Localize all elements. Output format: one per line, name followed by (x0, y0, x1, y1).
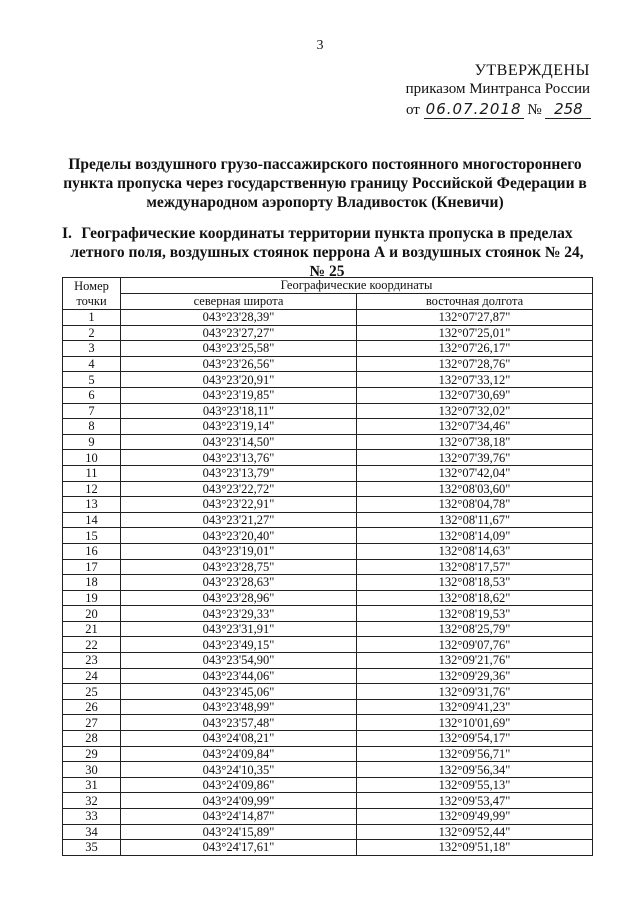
longitude-cell: 132°08'19,53" (357, 606, 593, 622)
table-row (63, 621, 593, 637)
point-number-cell: 17 (63, 559, 121, 575)
point-number-cell: 26 (63, 699, 121, 715)
longitude-cell: 132°09'56,71" (357, 746, 593, 762)
point-number-cell: 23 (63, 653, 121, 669)
latitude-cell: 043°23'28,96" (121, 590, 357, 606)
longitude-cell: 132°07'26,17" (357, 341, 593, 357)
longitude-cell: 132°09'31,76" (357, 684, 593, 700)
header-point-number: Номер точки (63, 278, 121, 310)
point-number-cell: 13 (63, 497, 121, 513)
table-row (63, 403, 593, 419)
longitude-cell: 132°09'55,13" (357, 777, 593, 793)
longitude-cell: 132°07'42,04" (357, 465, 593, 481)
latitude-cell: 043°23'29,33" (121, 606, 357, 622)
longitude-cell: 132°08'04,78" (357, 497, 593, 513)
point-number-cell: 35 (63, 840, 121, 856)
latitude-cell: 043°23'20,40" (121, 528, 357, 544)
latitude-cell: 043°23'13,79" (121, 465, 357, 481)
latitude-cell: 043°23'54,90" (121, 653, 357, 669)
approval-title: УТВЕРЖДЕНЫ (474, 62, 590, 79)
latitude-cell: 043°24'17,61" (121, 840, 357, 856)
longitude-cell: 132°09'53,47" (357, 793, 593, 809)
table-row (63, 310, 593, 326)
approval-stamp (400, 62, 590, 119)
longitude-cell: 132°07'33,12" (357, 372, 593, 388)
table-row (63, 684, 593, 700)
point-number-cell: 9 (63, 434, 121, 450)
point-number-cell: 34 (63, 824, 121, 840)
longitude-cell: 132°09'52,44" (357, 824, 593, 840)
table-row (63, 325, 593, 341)
table-row (63, 481, 593, 497)
latitude-cell: 043°23'48,99" (121, 699, 357, 715)
point-number-cell: 12 (63, 481, 121, 497)
table-row (63, 465, 593, 481)
table-row (63, 715, 593, 731)
point-number-cell: 4 (63, 356, 121, 372)
table-row (63, 824, 593, 840)
longitude-cell: 132°08'14,09" (357, 528, 593, 544)
latitude-cell: 043°24'10,35" (121, 762, 357, 778)
longitude-cell: 132°10'01,69" (357, 715, 593, 731)
latitude-cell: 043°24'09,86" (121, 777, 357, 793)
longitude-cell: 132°08'18,62" (357, 590, 593, 606)
longitude-cell: 132°07'25,01" (357, 325, 593, 341)
approval-number: 258 (545, 100, 591, 119)
point-number-cell: 5 (63, 372, 121, 388)
longitude-cell: 132°08'14,63" (357, 543, 593, 559)
point-number-cell: 8 (63, 419, 121, 435)
longitude-cell: 132°08'17,57" (357, 559, 593, 575)
table-row (63, 637, 593, 653)
longitude-cell: 132°08'03,60" (357, 481, 593, 497)
point-number-cell: 7 (63, 403, 121, 419)
point-number-cell: 20 (63, 606, 121, 622)
point-number-cell: 21 (63, 621, 121, 637)
table-row (63, 528, 593, 544)
latitude-cell: 043°23'13,76" (121, 450, 357, 466)
table-row (63, 590, 593, 606)
longitude-cell: 132°09'41,23" (357, 699, 593, 715)
point-number-cell: 24 (63, 668, 121, 684)
longitude-cell: 132°09'07,76" (357, 637, 593, 653)
table-header-row (63, 278, 593, 294)
point-number-cell: 15 (63, 528, 121, 544)
point-number-cell: 16 (63, 543, 121, 559)
table-row (63, 356, 593, 372)
table-row (63, 387, 593, 403)
point-number-cell: 18 (63, 575, 121, 591)
longitude-cell: 132°09'51,18" (357, 840, 593, 856)
latitude-cell: 043°24'15,89" (121, 824, 357, 840)
table-row (63, 575, 593, 591)
point-number-cell: 19 (63, 590, 121, 606)
table-row (63, 746, 593, 762)
table-row (63, 341, 593, 357)
point-number-cell: 3 (63, 341, 121, 357)
latitude-cell: 043°23'22,91" (121, 497, 357, 513)
header-longitude: восточная долгота (357, 294, 593, 310)
latitude-cell: 043°23'31,91" (121, 621, 357, 637)
point-number-cell: 30 (63, 762, 121, 778)
point-number-cell: 10 (63, 450, 121, 466)
longitude-cell: 132°07'27,87" (357, 310, 593, 326)
latitude-cell: 043°23'27,27" (121, 325, 357, 341)
latitude-cell: 043°23'26,56" (121, 356, 357, 372)
page-number: 3 (316, 38, 324, 53)
point-number-cell: 1 (63, 310, 121, 326)
longitude-cell: 132°09'49,99" (357, 809, 593, 825)
latitude-cell: 043°23'20,91" (121, 372, 357, 388)
table-row (63, 762, 593, 778)
longitude-cell: 132°07'30,69" (357, 387, 593, 403)
latitude-cell: 043°23'19,01" (121, 543, 357, 559)
longitude-cell: 132°09'21,76" (357, 653, 593, 669)
longitude-cell: 132°09'29,36" (357, 668, 593, 684)
table-row (63, 653, 593, 669)
latitude-cell: 043°23'49,15" (121, 637, 357, 653)
coordinates-table (62, 277, 593, 856)
latitude-cell: 043°23'57,48" (121, 715, 357, 731)
latitude-cell: 043°24'09,84" (121, 746, 357, 762)
approval-date: 06.07.2018 (424, 100, 524, 119)
latitude-cell: 043°23'18,11" (121, 403, 357, 419)
section-heading (62, 224, 592, 281)
latitude-cell: 043°23'19,14" (121, 419, 357, 435)
latitude-cell: 043°23'14,50" (121, 434, 357, 450)
point-number-cell: 14 (63, 512, 121, 528)
document-title: Пределы воздушного грузо-пассажирского постоянного многостороннего пункта пропуска через государственную границу Российской Федерации в международном аэропорту Владивосток (Кневичи) (63, 156, 587, 211)
table-row (63, 793, 593, 809)
longitude-cell: 132°08'25,79" (357, 621, 593, 637)
point-number-cell: 25 (63, 684, 121, 700)
longitude-cell: 132°07'34,46" (357, 419, 593, 435)
table-row (63, 450, 593, 466)
table-body (63, 310, 593, 856)
table-row (63, 559, 593, 575)
point-number-cell: 22 (63, 637, 121, 653)
table-row (63, 434, 593, 450)
point-number-cell: 6 (63, 387, 121, 403)
latitude-cell: 043°23'28,39" (121, 310, 357, 326)
point-number-cell: 27 (63, 715, 121, 731)
table-row (63, 512, 593, 528)
latitude-cell: 043°23'28,75" (121, 559, 357, 575)
point-number-cell: 32 (63, 793, 121, 809)
latitude-cell: 043°23'45,06" (121, 684, 357, 700)
longitude-cell: 132°07'28,76" (357, 356, 593, 372)
approval-by: приказом Минтранса России (405, 81, 590, 97)
latitude-cell: 043°24'09,99" (121, 793, 357, 809)
header-coordinates: Географические координаты (121, 278, 593, 294)
point-number-cell: 2 (63, 325, 121, 341)
point-number-cell: 31 (63, 777, 121, 793)
latitude-cell: 043°24'08,21" (121, 731, 357, 747)
table-row (63, 699, 593, 715)
longitude-cell: 132°07'39,76" (357, 450, 593, 466)
longitude-cell: 132°09'56,34" (357, 762, 593, 778)
longitude-cell: 132°08'11,67" (357, 512, 593, 528)
point-number-cell: 11 (63, 465, 121, 481)
latitude-cell: 043°23'21,27" (121, 512, 357, 528)
table-row (63, 419, 593, 435)
point-number-cell: 29 (63, 746, 121, 762)
longitude-cell: 132°07'32,02" (357, 403, 593, 419)
number-prefix: № (527, 102, 542, 118)
table-row (63, 840, 593, 856)
point-number-cell: 33 (63, 809, 121, 825)
table-row (63, 777, 593, 793)
header-latitude: северная широта (121, 294, 357, 310)
latitude-cell: 043°23'19,85" (121, 387, 357, 403)
longitude-cell: 132°08'18,53" (357, 575, 593, 591)
table-row (63, 731, 593, 747)
section-title: Географические координаты территории пункта пропуска в пределах летного поля, воздушных стоянок перрона А и воздушных стоянок № 24, № 25 (70, 225, 584, 280)
section-number: I. (62, 225, 72, 242)
approval-date-line (400, 100, 590, 119)
date-prefix: от (406, 102, 420, 118)
point-number-cell: 28 (63, 731, 121, 747)
latitude-cell: 043°24'14,87" (121, 809, 357, 825)
table-subheader-row (63, 294, 593, 310)
latitude-cell: 043°23'25,58" (121, 341, 357, 357)
table-row (63, 809, 593, 825)
longitude-cell: 132°09'54,17" (357, 731, 593, 747)
table-row (63, 543, 593, 559)
table-row (63, 497, 593, 513)
latitude-cell: 043°23'22,72" (121, 481, 357, 497)
table-row (63, 606, 593, 622)
longitude-cell: 132°07'38,18" (357, 434, 593, 450)
latitude-cell: 043°23'44,06" (121, 668, 357, 684)
table-row (63, 668, 593, 684)
latitude-cell: 043°23'28,63" (121, 575, 357, 591)
table-row (63, 372, 593, 388)
